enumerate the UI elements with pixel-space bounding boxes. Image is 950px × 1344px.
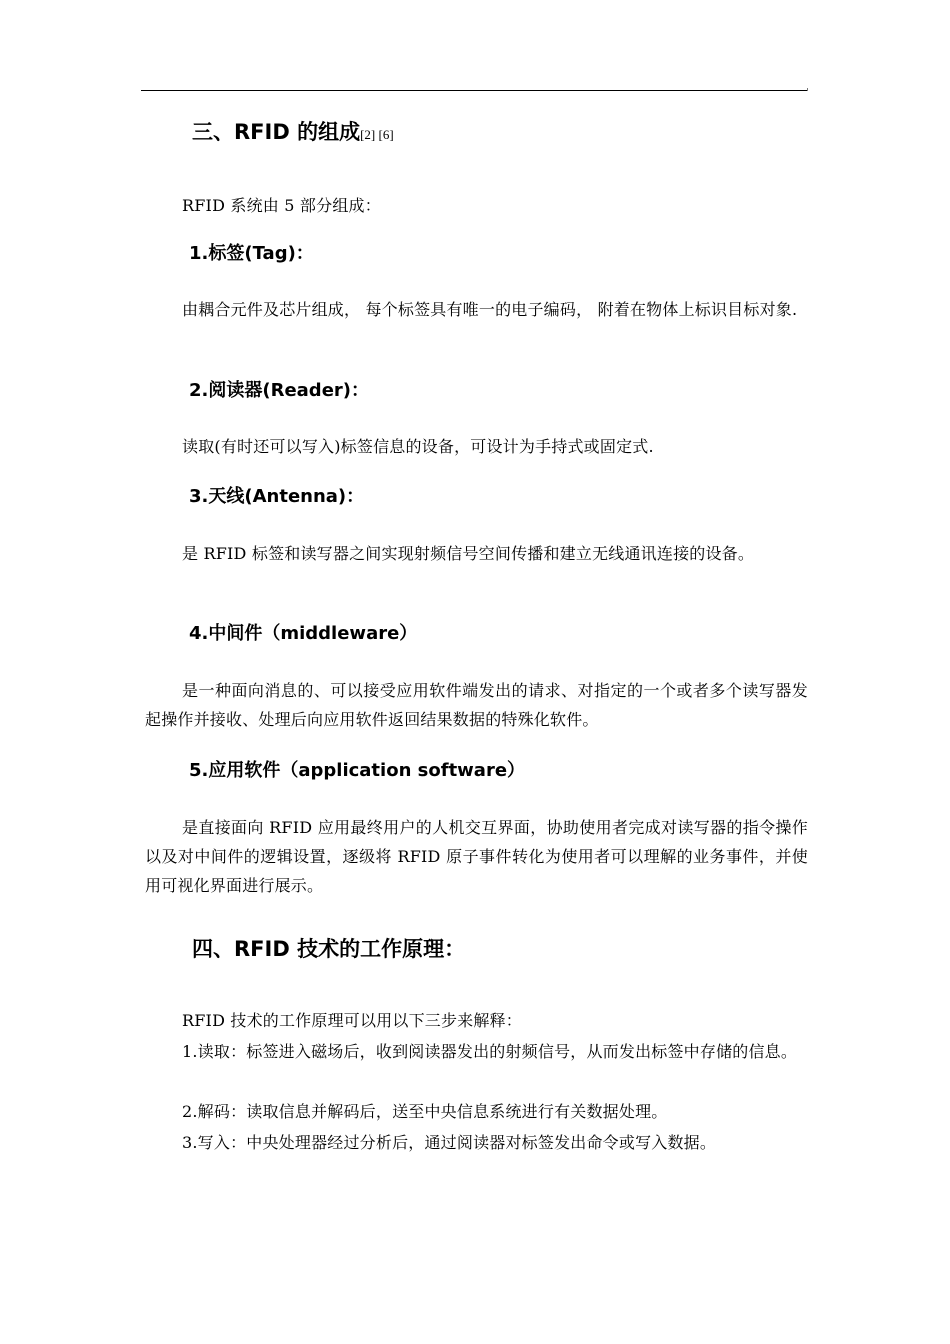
item-3-text: 是 RFID 标签和读写器之间实现射频信号空间传播和建立无线通讯连接的设备。 <box>182 544 755 563</box>
item-1-text: 由耦合元件及芯片组成， 每个标签具有唯一的电子编码， 附着在物体上标识目标对象. <box>182 300 798 319</box>
step-2-text: 2.解码：读取信息并解码后，送至中央信息系统进行有关数据处理。 <box>182 1102 668 1121</box>
section-3-intro: RFID 系统由 5 部分组成： <box>182 196 381 215</box>
item-2-heading: 2.阅读器(Reader)： <box>189 380 369 401</box>
section-4-intro: RFID 技术的工作原理可以用以下三步来解释： <box>182 1011 522 1030</box>
item-5-text: 是直接面向 RFID 应用最终用户的人机交互界面，协助使用者完成对读写器的指令操作以及对中间件的逻辑设置，逐级将 RFID 原子事件转化为使用者可以理解的业务事件，并使用可视化界面进行展示。 <box>145 818 808 895</box>
header-rule <box>141 90 808 91</box>
section-4-title: 四、RFID 技术的工作原理： <box>192 937 466 961</box>
step-1-text: 1.读取：标签进入磁场后，收到阅读器发出的射频信号，从而发出标签中存储的信息。 <box>182 1042 798 1061</box>
item-2-text: 读取(有时还可以写入)标签信息的设备，可设计为手持式或固定式. <box>182 437 654 456</box>
section-3-citation: [2] [6] <box>360 127 394 142</box>
section-3-title <box>192 118 394 149</box>
step-3-text: 3.写入：中央处理器经过分析后，通过阅读器对标签发出命令或写入数据。 <box>182 1133 717 1152</box>
item-4-heading: 4.中间件（middleware） <box>189 623 418 644</box>
section-3-title-text: 三、RFID 的组成 <box>192 120 361 144</box>
item-4-text: 是一种面向消息的、可以接受应用软件端发出的请求、对指定的一个或者多个读写器发起操作并接收、处理后向应用软件返回结果数据的特殊化软件。 <box>145 681 808 729</box>
item-1-heading: 1.标签(Tag)： <box>189 243 314 264</box>
item-5-heading: 5.应用软件（application software） <box>189 760 526 781</box>
header-corner-mark <box>807 88 808 91</box>
item-3-heading: 3.天线(Antenna)： <box>189 486 365 507</box>
